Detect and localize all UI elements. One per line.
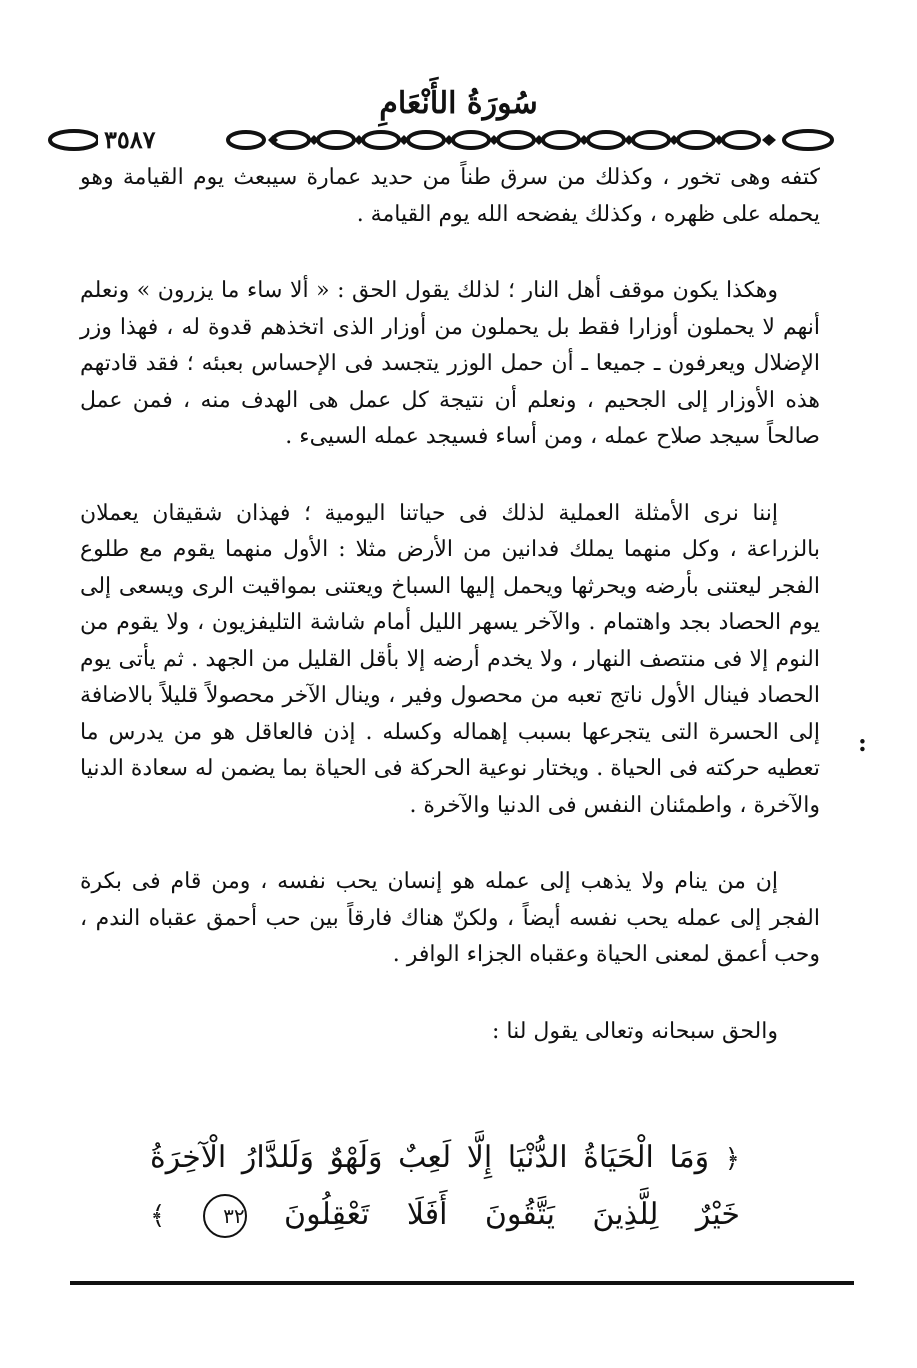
paragraph: وهكذا يكون موقف أهل النار ؛ لذلك يقول الحق : « ألا ساء ما يزرون » ونعلم أنهم لا يحملون أوزارا فقط بل يحملون من أوزار الذى اتخذهم قدوة له ، فهذا وزر الإضلال ويعرفون ـ جميعا ـ أن حمل الوزر يتجسد فى الإحساس بعبئه ؛ فقد قادتهم هذه الأوزار إلى الجحيم ، ونعلم أن نتيجة كل عمل هى الهدف منه ، فمن عمل صالحاً سيجد صلاح عمله ، ومن أساء فسيجد عمله السيىء . — [80, 278, 820, 449]
quran-verse — [150, 1130, 740, 1244]
verse-open-ornament: ﴿ — [724, 1144, 740, 1174]
paragraph-continuation: كتفه وهى تخور ، وكذلك من سرق طناً من حديد عمارة سيبعث يوم القيامة وهو يحمله على ظهره ، وكذلك يفضحه الله يوم القيامة . — [80, 165, 820, 227]
paragraph: إن من ينام ولا يذهب إلى عمله هو إنسان يحب نفسه ، ومن قام فى بكرة الفجر إلى عمله يحب نفسه أيضاً ، ولكنّ هناك فارقاً بين حب أحمق عقباه الندم ، وحب أعمق لمعنى الحياة وعقباه الجزاء الوافر . — [80, 869, 820, 967]
verse-intro: والحق سبحانه وتعالى يقول لنا : — [491, 1018, 778, 1044]
page-number: ٣٥٨٧ — [98, 128, 162, 152]
ayah-number-medallion: ٣٢ — [203, 1194, 247, 1238]
surah-title: سُورَةُ الأَنْعَامِ — [379, 86, 538, 121]
paragraph: إننا نرى الأمثلة العملية لذلك فى حياتنا اليومية ؛ فهذان شقيقان يعملان بالزراعة ، وكل منهما يملك فدانين من الأرض مثلا : الأول منهما يقوم مع طلوع الفجر ليعتنى بأرضه ويحرثها ويحمل إليها السباخ ويعتنى بمواقيت الرى ويسعى إلى يوم الحصاد بجد واهتمام . والآخر يسهر الليل أمام شاشة التليفزيون ، ولا يقوم من النوم إلا فى منتصف النهار ، ولا يخدم أرضه إلا بأقل القليل من الجهد . ثم يأتى يوم الحصاد فينال الأول ناتج تعبه من محصول وفير ، وينال الآخر محصولاً قليلاً بالاضافة إلى الحسرة التى يتجرعها بسبب إهماله وكسله . إذن فالعاقل هو من يدرس ما تعطيه حركته فى الحياة . ويختار نوعية الحركة فى الحياة بما يضمن له سعادة الدنيا والآخرة ، واطمئنان النفس فى الدنيا والآخرة . — [80, 500, 820, 818]
margin-mark: : — [858, 728, 867, 757]
chain-ornament — [46, 126, 836, 154]
body-text — [80, 160, 820, 1050]
verse-text: وَمَا الْحَيَاةُ الدُّنْيَا إِلَّا لَعِبٌ وَلَهْوٌ وَلَلدَّارُ الْآخِرَةُ خَيْرٌ لِلَّذِينَ يَتَّقُونَ أَفَلَا تَعْقِلُونَ — [150, 1140, 740, 1232]
verse-close-ornament: ﴾ — [150, 1201, 166, 1231]
footer-rule — [70, 1281, 854, 1285]
